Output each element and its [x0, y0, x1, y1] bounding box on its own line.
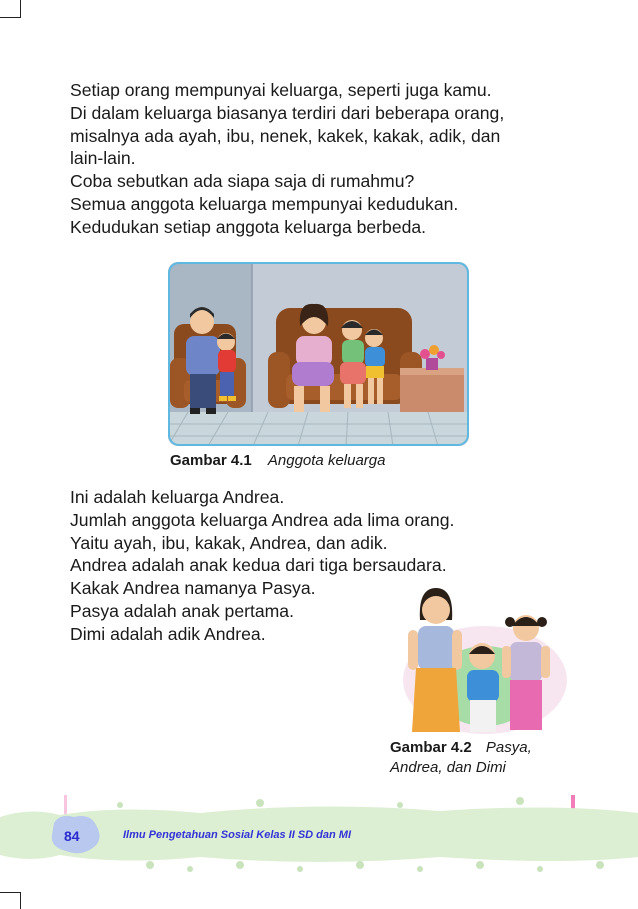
figure-label: Gambar 4.2: [390, 739, 472, 756]
body-line: Yaitu ayah, ibu, kakak, Andrea, dan adik.: [70, 532, 388, 553]
intro-line: lain-lain.: [70, 148, 136, 169]
intro-line: Semua anggota keluarga mempunyai kedudukan.: [70, 193, 459, 214]
body-line: Jumlah anggota keluarga Andrea ada lima orang.: [70, 509, 455, 530]
figure-caption-text: Andrea, dan Dimi: [390, 759, 506, 776]
andrea-figure: [467, 643, 499, 732]
intro-line: Di dalam keluarga biasanya terdiri dari beberapa orang,: [70, 102, 505, 123]
crop-mark-bottom-left: [0, 892, 21, 909]
tiled-floor: [168, 412, 469, 446]
pasya-figure: [408, 588, 462, 732]
body-line: Dimi adalah adik Andrea.: [70, 623, 266, 644]
intro-line: misalnya ada ayah, ibu, nenek, kakek, kakak, adik, dan: [70, 125, 501, 146]
crop-mark-top-left: [0, 0, 21, 18]
intro-line: Kedudukan setiap anggota keluarga berbeda.: [70, 216, 427, 237]
siblings-illustration: [390, 582, 570, 734]
page-number: 84: [64, 828, 80, 844]
body-line: Ini adalah keluarga Andrea.: [70, 487, 285, 507]
running-head: Ilmu Pengetahuan Sosial Kelas II SD dan MI: [123, 829, 351, 841]
intro-line: Setiap orang mempunyai keluarga, seperti juga kamu.: [70, 80, 492, 100]
intro-line: Coba sebutkan ada siapa saja di rumahmu?: [70, 171, 415, 192]
body-line: Andrea adalah anak kedua dari tiga bersaudara.: [70, 555, 447, 576]
figure-caption-text: Anggota keluarga: [267, 452, 386, 469]
family-illustration: [168, 262, 469, 446]
left-accent-line: [64, 795, 67, 815]
intro-paragraph: [70, 79, 504, 239]
body-line: Pasya adalah anak pertama.: [70, 600, 294, 621]
figure-4-1-caption: [170, 451, 385, 471]
figure-4-2-caption: [390, 738, 590, 778]
figure-caption-text: Pasya,: [485, 739, 532, 756]
figure-label: Gambar 4.1: [170, 452, 252, 469]
body-line: Kakak Andrea namanya Pasya.: [70, 578, 316, 599]
